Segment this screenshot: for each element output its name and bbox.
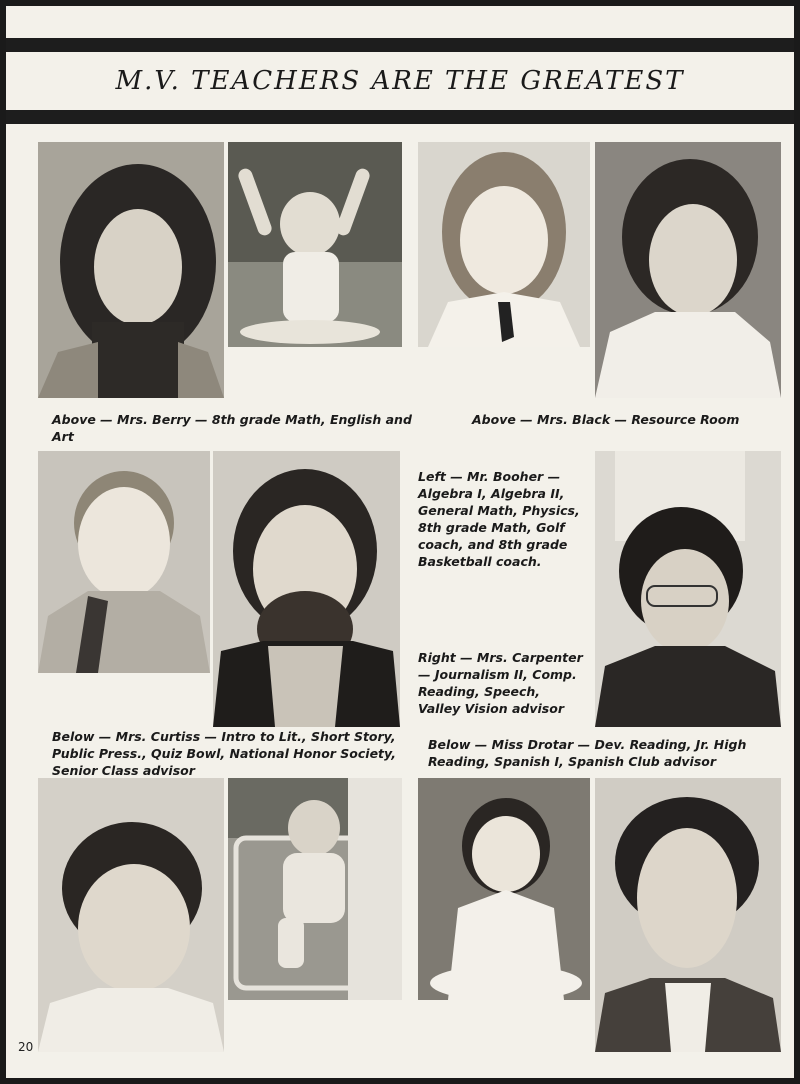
photo-curtiss-adult [38,778,224,1052]
photo-carpenter-adult [595,451,781,727]
caption-carpenter: Right — Mrs. Carpenter — Journalism II, Comp. Reading, Speech, Valley Vision advisor [418,650,583,716]
photo-booher-child [38,451,210,673]
photo-berry-baby [228,142,402,347]
header-band-bottom [6,110,794,124]
caption-berry: Above — Mrs. Berry — 8th grade Math, English and Art [52,412,412,444]
page-title: M.V. TEACHERS ARE THE GREATEST [115,66,685,96]
photo-black-adult [595,142,781,398]
caption-drotar: Below — Miss Drotar — Dev. Reading, Jr. High Reading, Spanish I, Spanish Club advisor [428,737,747,769]
caption-black: Above — Mrs. Black — Resource Room [472,412,740,427]
caption-booher: Left — Mr. Booher — Algebra I, Algebra II, General Math, Physics, 8th grade Math, Golf coach, and 8th grade Basketball coach. [418,469,580,569]
header-band-top [6,38,794,52]
caption-curtiss: Below — Mrs. Curtiss — Intro to Lit., Short Story, Public Press., Quiz Bowl, National Honor Society, Senior Class advisor [52,729,396,778]
photo-curtiss-child [228,778,402,1000]
photo-booher-adult [213,451,400,727]
photo-drotar-child [418,778,590,1000]
photo-black-child [418,142,590,347]
yearbook-page [6,6,794,1078]
photo-berry-adult [38,142,224,398]
photo-drotar-adult [595,778,781,1052]
page-number: 20 [18,1040,34,1054]
